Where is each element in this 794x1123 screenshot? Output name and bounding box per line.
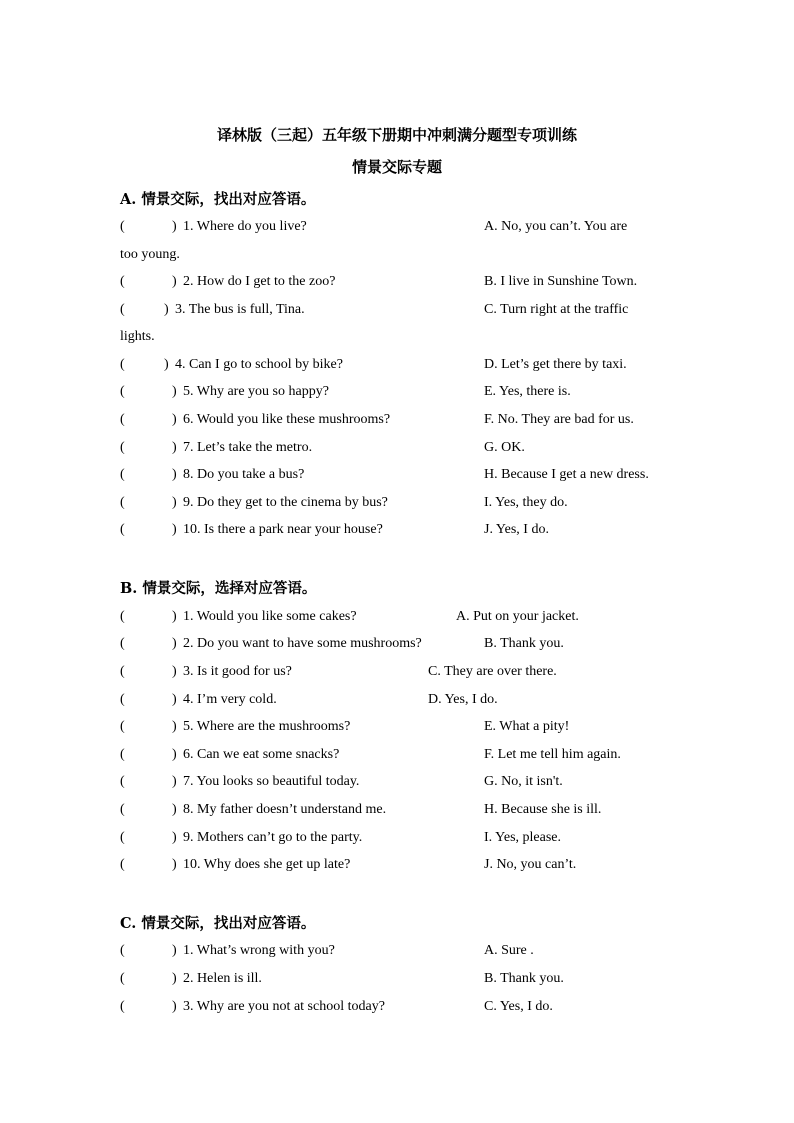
answer-blank-close: ) — [172, 664, 177, 679]
question-text: 4. I’m very cold. — [183, 692, 277, 707]
answer-blank-close: ) — [172, 495, 177, 510]
answer-option: F. No. They are bad for us. — [484, 412, 634, 427]
answer-option: B. Thank you. — [484, 636, 564, 651]
question-row — [120, 971, 700, 993]
answer-option: A. Sure . — [484, 943, 534, 958]
question-text: 8. My father doesn’t understand me. — [183, 802, 387, 817]
question-row — [120, 440, 700, 462]
answer-blank-open: ( — [120, 747, 125, 762]
answer-blank-close: ) — [172, 719, 177, 734]
answer-blank-close: ) — [172, 522, 177, 537]
answer-blank-close: ) — [172, 943, 177, 958]
question-text: 1. What’s wrong with you? — [183, 943, 335, 958]
answer-blank-close: ) — [172, 467, 177, 482]
answer-blank-close: ) — [172, 692, 177, 707]
question-text: 3. Why are you not at school today? — [183, 999, 385, 1014]
question-row — [120, 999, 700, 1021]
answer-option: I. Yes, they do. — [484, 495, 568, 510]
question-text: 3. Is it good for us? — [183, 664, 292, 679]
answer-blank-open: ( — [120, 467, 125, 482]
answer-blank-open: ( — [120, 219, 125, 234]
question-text: 9. Do they get to the cinema by bus? — [183, 495, 388, 510]
answer-blank-close: ) — [172, 636, 177, 651]
answer-blank-open: ( — [120, 692, 125, 707]
question-text: 7. Let’s take the metro. — [183, 440, 313, 455]
answer-blank-close: ) — [172, 412, 177, 427]
question-row — [120, 664, 700, 686]
answer-blank-close: ) — [164, 357, 169, 372]
answer-blank-open: ( — [120, 719, 125, 734]
answer-option: E. Yes, there is. — [484, 384, 571, 399]
question-text: 5. Where are the mushrooms? — [183, 719, 351, 734]
question-text: 3. The bus is full, Tina. — [175, 302, 305, 317]
question-text: 8. Do you take a bus? — [183, 467, 305, 482]
question-row — [120, 495, 700, 517]
answer-blank-close: ) — [164, 302, 169, 317]
answer-option: J. No, you can’t. — [484, 857, 577, 872]
answer-blank-open: ( — [120, 802, 125, 817]
answer-blank-open: ( — [120, 857, 125, 872]
answer-blank-close: ) — [172, 830, 177, 845]
answer-blank-close: ) — [172, 384, 177, 399]
question-row — [120, 384, 700, 406]
question-text: 6. Can we eat some snacks? — [183, 747, 340, 762]
answer-blank-open: ( — [120, 636, 125, 651]
answer-option: B. I live in Sunshine Town. — [484, 274, 638, 289]
answer-blank-open: ( — [120, 440, 125, 455]
answer-option: C. They are over there. — [428, 664, 557, 679]
answer-blank-open: ( — [120, 495, 125, 510]
question-row — [120, 719, 700, 741]
question-row — [120, 857, 700, 879]
question-text: 2. Helen is ill. — [183, 971, 262, 986]
answer-blank-open: ( — [120, 302, 125, 317]
question-text: 10. Is there a park near your house? — [183, 522, 383, 537]
page-subtitle: 情景交际专题 — [351, 158, 442, 176]
answer-option: A. Put on your jacket. — [456, 609, 579, 624]
answer-option: B. Thank you. — [484, 971, 564, 986]
answer-option: J. Yes, I do. — [484, 522, 549, 537]
answer-blank-open: ( — [120, 522, 125, 537]
answer-option: E. What a pity! — [484, 719, 570, 734]
question-text: 4. Can I go to school by bike? — [175, 357, 343, 372]
answer-blank-close: ) — [172, 440, 177, 455]
question-row — [120, 522, 700, 544]
section-c-heading: C. 情景交际，找出对应答语。 — [120, 915, 316, 932]
answer-option: H. Because I get a new dress. — [484, 467, 649, 482]
answer-option: H. Because she is ill. — [484, 802, 602, 817]
answer-blank-close: ) — [172, 774, 177, 789]
answer-continuation: too young. — [120, 247, 180, 262]
question-row — [120, 274, 700, 296]
answer-blank-close: ) — [172, 609, 177, 624]
answer-blank-close: ) — [172, 971, 177, 986]
question-row — [120, 802, 700, 824]
answer-option: I. Yes, please. — [484, 830, 561, 845]
answer-option: C. Yes, I do. — [484, 999, 553, 1014]
answer-blank-open: ( — [120, 384, 125, 399]
question-row — [120, 467, 700, 489]
question-row — [120, 609, 700, 631]
question-row — [120, 219, 700, 241]
answer-blank-open: ( — [120, 664, 125, 679]
answer-blank-close: ) — [172, 219, 177, 234]
question-text: 2. How do I get to the zoo? — [183, 274, 336, 289]
answer-blank-open: ( — [120, 412, 125, 427]
section-b-heading: B. 情景交际，选择对应答语。 — [120, 580, 317, 597]
answer-continuation: lights. — [120, 329, 155, 344]
question-row — [120, 636, 700, 658]
question-row — [120, 357, 700, 379]
answer-option: C. Turn right at the traffic — [484, 302, 629, 317]
question-text: 6. Would you like these mushrooms? — [183, 412, 391, 427]
question-text: 5. Why are you so happy? — [183, 384, 329, 399]
question-row — [120, 747, 700, 769]
question-text: 9. Mothers can’t go to the party. — [183, 830, 363, 845]
question-row — [120, 412, 700, 434]
answer-blank-open: ( — [120, 971, 125, 986]
answer-blank-open: ( — [120, 774, 125, 789]
answer-blank-close: ) — [172, 857, 177, 872]
answer-option: G. OK. — [484, 440, 525, 455]
answer-option: G. No, it isn't. — [484, 774, 563, 789]
question-row — [120, 692, 700, 714]
question-row — [120, 774, 700, 796]
answer-option: D. Let’s get there by taxi. — [484, 357, 627, 372]
question-row — [120, 943, 700, 965]
question-text: 7. You looks so beautiful today. — [183, 774, 360, 789]
section-a-heading: A. 情景交际，找出对应答语。 — [120, 191, 316, 208]
answer-option: F. Let me tell him again. — [484, 747, 621, 762]
question-text: 2. Do you want to have some mushrooms? — [183, 636, 422, 651]
question-text: 1. Where do you live? — [183, 219, 307, 234]
answer-blank-close: ) — [172, 274, 177, 289]
answer-blank-open: ( — [120, 609, 125, 624]
answer-blank-open: ( — [120, 830, 125, 845]
answer-blank-close: ) — [172, 999, 177, 1014]
question-text: 10. Why does she get up late? — [183, 857, 351, 872]
answer-option: A. No, you can’t. You are — [484, 219, 628, 234]
answer-option: D. Yes, I do. — [428, 692, 498, 707]
question-row — [120, 302, 700, 324]
answer-blank-close: ) — [172, 747, 177, 762]
page-title: 译林版（三起）五年级下册期中冲刺满分题型专项训练 — [216, 126, 577, 144]
answer-blank-open: ( — [120, 999, 125, 1014]
answer-blank-open: ( — [120, 274, 125, 289]
question-text: 1. Would you like some cakes? — [183, 609, 357, 624]
answer-blank-open: ( — [120, 357, 125, 372]
answer-blank-close: ) — [172, 802, 177, 817]
answer-blank-open: ( — [120, 943, 125, 958]
question-row — [120, 830, 700, 852]
